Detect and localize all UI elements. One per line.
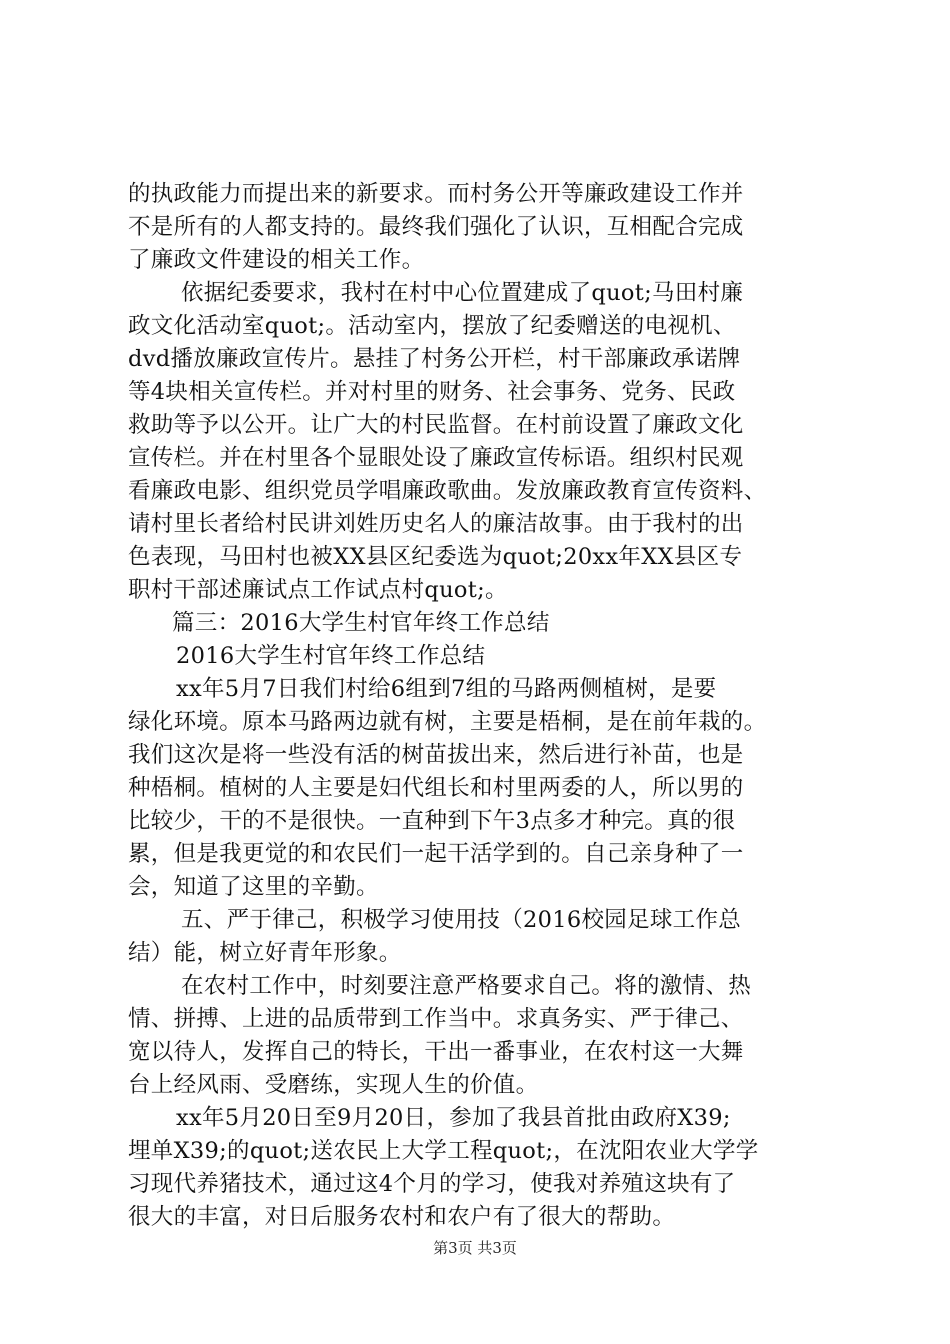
paragraph-start-line: 五、严于律己，积极学习使用技（2016校园足球工作总 [181,907,742,933]
section-heading: 篇三：2016大学生村官年终工作总结 [172,610,550,636]
text-line: 色表现，马田村也被XX县区纪委选为quot;20xx年XX县区专 [128,544,743,570]
text-line: 很大的丰富，对日后服务农村和农户有了很大的帮助。 [128,1204,676,1230]
text-line: 绿化环境。原本马路两边就有树，主要是梧桐，是在前年栽的。 [128,709,767,735]
text-line: 台上经风雨、受磨练，实现人生的价值。 [128,1072,539,1098]
text-line: 宽以待人，发挥自己的特长，干出一番事业，在农村这一大舞 [128,1039,744,1065]
paragraph-start-line: xx年5月20日至9月20日，参加了我县首批由政府X39; [176,1105,731,1131]
text-line: 累，但是我更觉的和农民们一起干活学到的。自己亲身种了一 [128,841,744,867]
section-title: 2016大学生村官年终工作总结 [176,643,486,669]
text-line: 会，知道了这里的辛勤。 [128,874,379,900]
text-line: dvd播放廉政宣传片。悬挂了村务公开栏，村干部廉政承诺牌 [128,346,741,372]
text-line: 结）能，树立好青年形象。 [128,940,402,966]
paragraph-start-line: 依据纪委要求，我村在村中心位置建成了quot;马田村廉 [181,280,744,306]
text-line: 救助等予以公开。让广大的村民监督。在村前设置了廉政文化 [128,412,744,438]
paragraph-start-line: xx年5月7日我们村给6组到7组的马路两侧植树，是要 [176,676,717,702]
document-body [128,178,856,1234]
text-line: 比较少，干的不是很快。一直种到下午3点多才种完。真的很 [128,808,736,834]
text-line: 政文化活动室quot;。活动室内，摆放了纪委赠送的电视机、 [128,313,736,339]
paragraph-start-line: 在农村工作中，时刻要注意严格要求自己。将的激情、热 [181,973,752,999]
text-line: 不是所有的人都支持的。最终我们强化了认识，互相配合完成 [128,214,744,240]
text-line: 职村干部述廉试点工作试点村quot;。 [128,577,508,603]
text-line: 等4块相关宣传栏。并对村里的财务、社会事务、党务、民政 [128,379,736,405]
text-line: 种梧桐。植树的人主要是妇代组长和村里两委的人，所以男的 [128,775,744,801]
text-line: 看廉政电影、组织党员学唱廉政歌曲。发放廉政教育宣传资料、 [128,478,767,504]
text-line: 我们这次是将一些没有活的树苗拔出来，然后进行补苗，也是 [128,742,744,768]
text-line: 宣传栏。并在村里各个显眼处设了廉政宣传标语。组织村民观 [128,445,744,471]
page-number-footer: 第3页 共3页 [433,1239,517,1257]
text-line: 了廉政文件建设的相关工作。 [128,247,425,273]
text-line: 请村里长者给村民讲刘姓历史名人的廉洁故事。由于我村的出 [128,511,744,537]
text-line: 情、拼搏、上进的品质带到工作当中。求真务实、严于律己、 [128,1006,744,1032]
text-line: 埋单X39;的quot;送农民上大学工程quot;，在沈阳农业大学学 [128,1138,759,1164]
text-line: 的执政能力而提出来的新要求。而村务公开等廉政建设工作并 [128,181,744,207]
text-line: 习现代养猪技术，通过这4个月的学习，使我对养殖这块有了 [128,1171,736,1197]
